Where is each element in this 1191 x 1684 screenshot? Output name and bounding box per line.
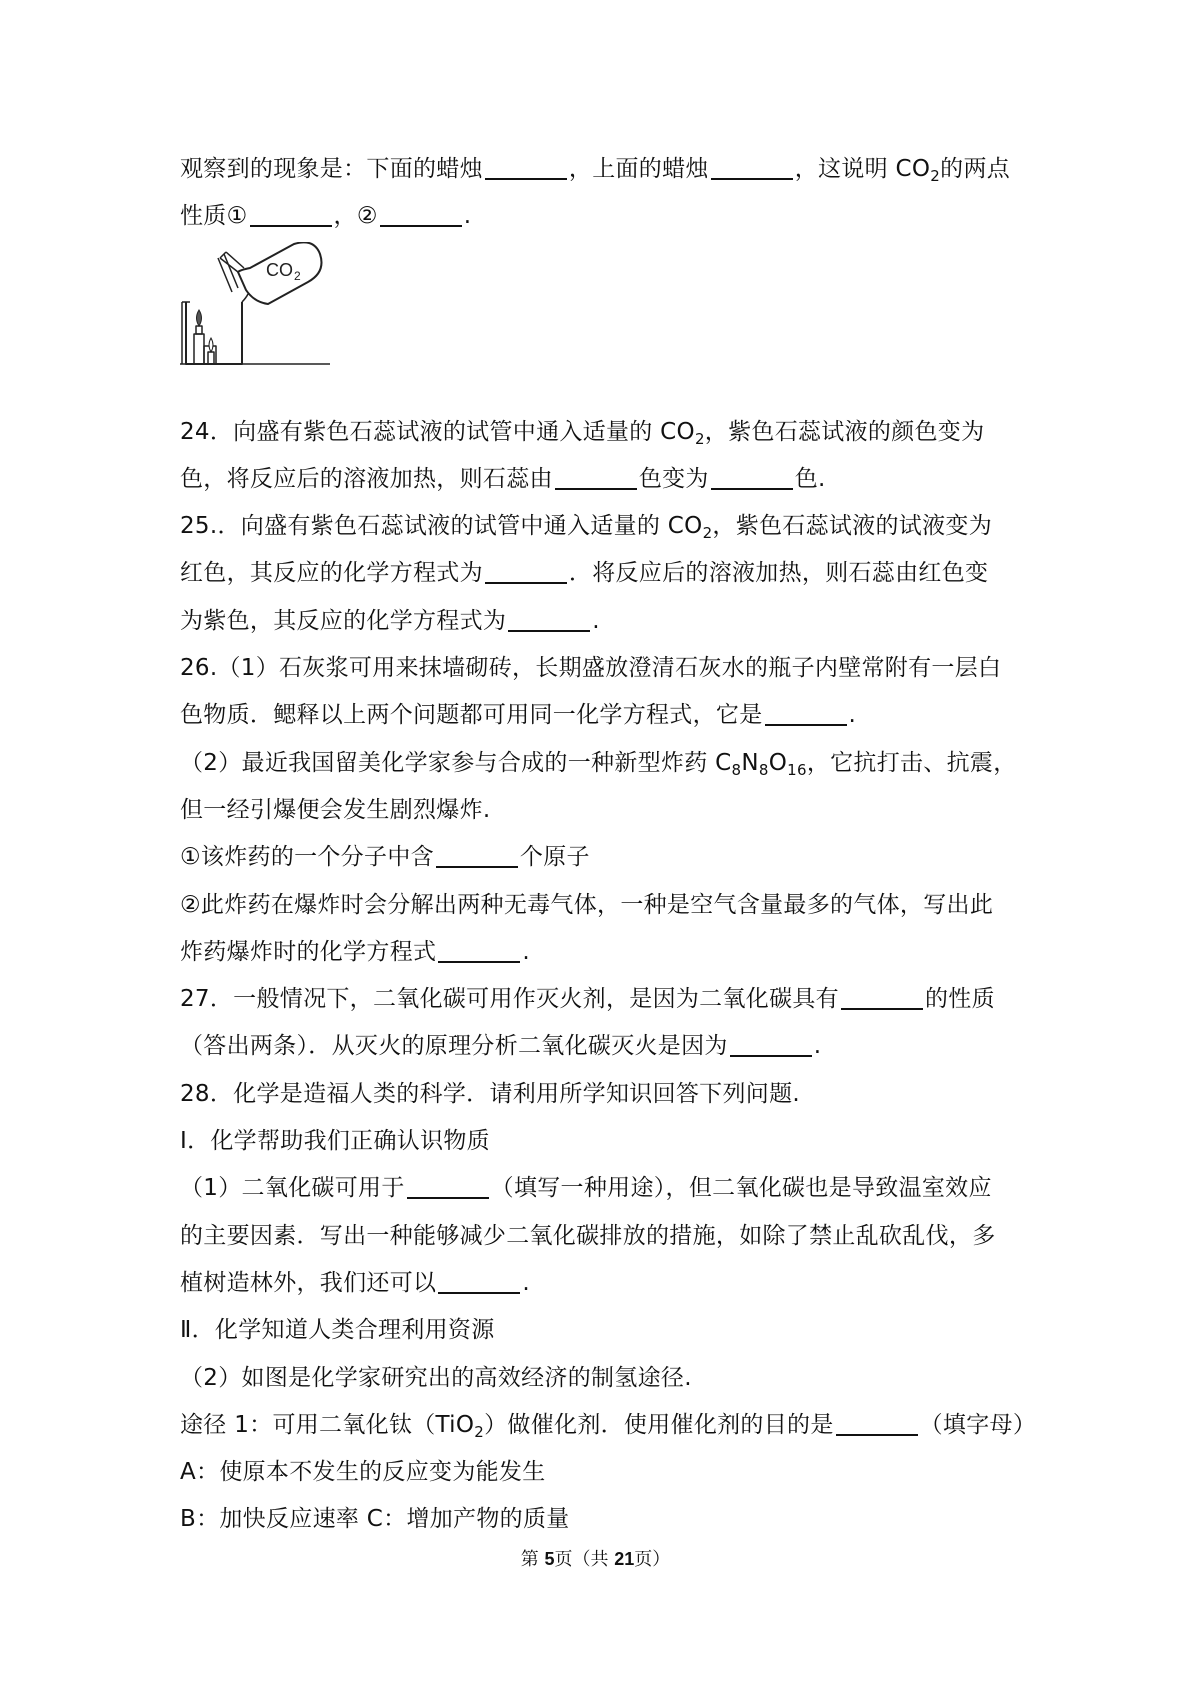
question-26-line-5: ①该炸药的一个分子中含 个原子 [180, 844, 590, 871]
answer-blank[interactable] [485, 582, 567, 584]
question-26-line-1: 26.（1）石灰浆可用来抹墙砌砖，长期盛放澄清石灰水的瓶子内壁常附有一层白 [180, 655, 1002, 682]
text-line: 观察到的现象是：下面的蜡烛 ，上面的蜡烛 ，这说明 $CO_2$的两点 [180, 156, 1011, 185]
question-27-line-1: 27．一般情况下，二氧化碳可用作灭火剂，是因为二氧化碳具有 的性质 [180, 986, 995, 1013]
question-26-line-2: 色物质．鳃释以上两个问题都可用同一化学方程式，它是 . [180, 702, 857, 729]
question-28-line-4: 的主要因素．写出一种能够减少二氧化碳排放的措施，如除了禁止乱砍乱伐，多 [180, 1222, 996, 1249]
answer-blank[interactable] [841, 1008, 923, 1010]
question-26-line-7: 炸药爆炸时的化学方程式 . [180, 938, 530, 965]
question-25-line-2: 红色，其反应的化学方程式为 ．将反应后的溶液加热，则石蕊由红色变 [180, 560, 989, 587]
question-28-line-7: （2）如图是化学家研究出的高效经济的制氢途径. [180, 1364, 692, 1391]
co2-label-sub: 2 [294, 269, 301, 283]
answer-blank[interactable] [508, 630, 590, 632]
question-25-line-1: 25.．向盛有紫色石蕊试液的试管中通入适量的 $CO_2$，紫色石蕊试液的试液变为 [180, 513, 993, 543]
answer-blank[interactable] [250, 225, 332, 227]
question-26-line-3: （2）最近我国留美化学家参与合成的一种新型炸药 $C_8N_8O_{16}$，它抗打击、抗震， [180, 749, 1017, 779]
candle-upper-icon [196, 326, 202, 334]
option-b-c: B：加快反应速率 C：增加产物的质量 [180, 1506, 570, 1533]
question-27-line-2: （答出两条）．从灭火的原理分析二氧化碳灭火是因为 . [180, 1033, 822, 1060]
co2-label: CO [266, 260, 293, 280]
candle-lower-icon [208, 352, 214, 364]
co2-pouring-figure [180, 242, 350, 392]
answer-blank[interactable] [730, 1055, 812, 1057]
answer-blank[interactable] [380, 225, 462, 227]
answer-blank[interactable] [555, 488, 637, 490]
answer-blank[interactable] [438, 961, 520, 963]
question-28-line-8: 途径 1：可用二氧化钛（TiO$_2$）做催化剂．使用催化剂的目的是 （填字母） [180, 1411, 1037, 1441]
answer-blank[interactable] [407, 1197, 489, 1199]
question-28-line-3: （1）二氧化碳可用于 （填写一种用途），但二氧化碳也是导致温室效应 [180, 1175, 992, 1202]
question-28-line-1: 28．化学是造福人类的科学．请利用所学知识回答下列问题. [180, 1080, 800, 1107]
answer-blank[interactable] [438, 1292, 520, 1294]
answer-blank[interactable] [711, 488, 793, 490]
answer-blank[interactable] [485, 178, 567, 180]
text-line: 性质① ，② . [180, 203, 472, 230]
question-28-line-2: Ⅰ．化学帮助我们正确认识物质 [180, 1128, 490, 1155]
question-28-line-6: Ⅱ．化学知道人类合理利用资源 [180, 1317, 495, 1344]
question-24-line-2: 色，将反应后的溶液加热，则石蕊由 色变为 色. [180, 465, 826, 492]
flame-icon [209, 338, 213, 352]
option-a: A：使原本不发生的反应变为能发生 [180, 1459, 546, 1486]
question-26-line-4: 但一经引爆便会发生剧烈爆炸. [180, 796, 491, 823]
answer-blank[interactable] [765, 724, 847, 726]
question-28-line-5: 植树造林外，我们还可以 . [180, 1269, 530, 1296]
page-footer: 第 5页（共 21页） [520, 1549, 671, 1570]
answer-blank[interactable] [836, 1434, 918, 1436]
flame-icon [197, 310, 202, 326]
question-25-line-3: 为紫色，其反应的化学方程式为 . [180, 607, 600, 634]
question-26-line-6: ②此炸药在爆炸时会分解出两种无毒气体，一种是空气含量最多的气体，写出此 [180, 891, 994, 918]
question-24-line-1: 24．向盛有紫色石蕊试液的试管中通入适量的 $CO_2$，紫色石蕊试液的颜色变为 [180, 418, 985, 448]
answer-blank[interactable] [436, 866, 518, 868]
answer-blank[interactable] [711, 178, 793, 180]
